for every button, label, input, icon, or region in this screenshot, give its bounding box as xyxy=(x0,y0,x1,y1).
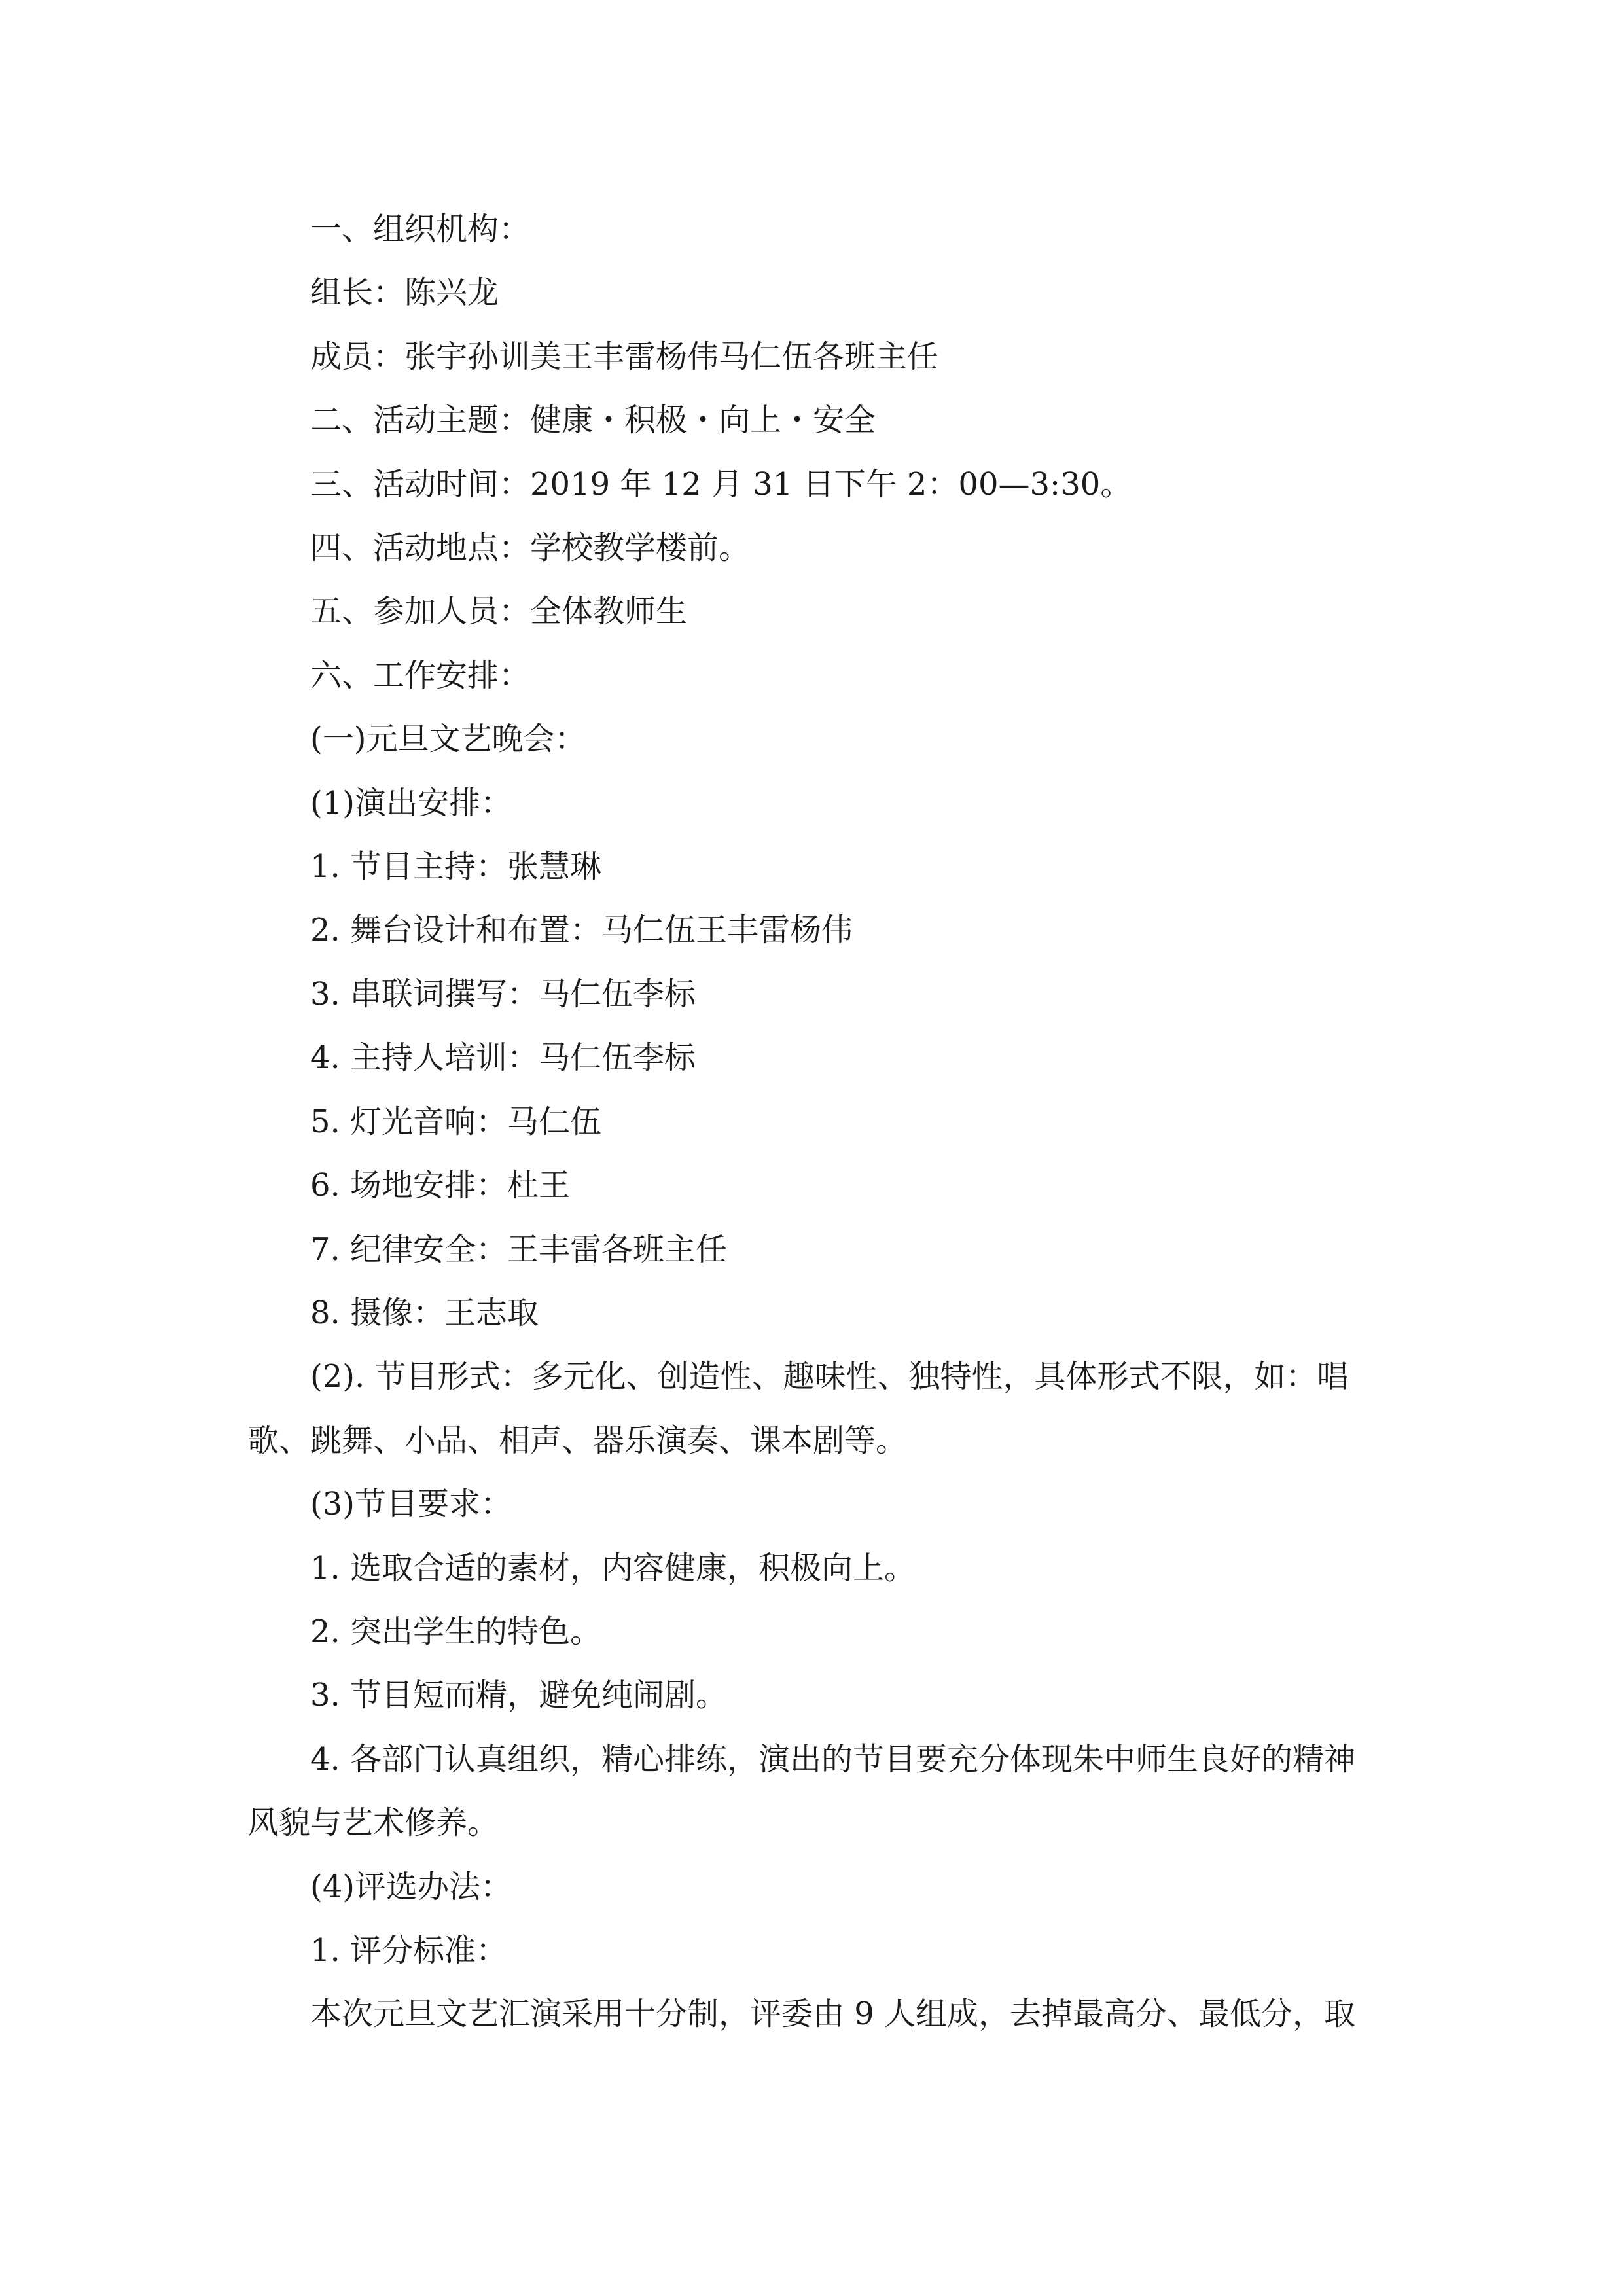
document-body xyxy=(247,198,1378,2047)
list-item-host-training: 4. 主持人培训：马仁伍李标 xyxy=(310,1039,696,1077)
paragraph-scoring-description: 本次元旦文艺汇演采用十分制，评委由 9 人组成，去掉最高分、最低分，取 xyxy=(310,1996,1356,2033)
section-heading-location: 四、活动地点：学校教学楼前。 xyxy=(310,529,751,567)
list-item-discipline-safety: 7. 纪律安全：王丰雷各班主任 xyxy=(310,1230,728,1268)
paragraph-program-form: (2). 节目形式：多元化、创造性、趣味性、独特性，具体形式不限，如：唱歌、跳舞、小品、相声、器乐演奏、课本剧等。 xyxy=(247,1358,1349,1459)
subsection-heading-requirements: (3)节目要求： xyxy=(310,1486,512,1523)
subsection-heading-gala: (一)元旦文艺晚会： xyxy=(310,721,586,758)
subsection-heading-selection: (4)评选办法： xyxy=(310,1868,512,1905)
list-item-venue: 6. 场地安排：杜王 xyxy=(310,1167,571,1204)
list-item-scoring-standard: 1. 评分标准： xyxy=(310,1931,508,1969)
list-item-short-program: 3. 节目短而精，避免纯闹剧。 xyxy=(310,1677,728,1714)
subsection-heading-performance: (1)演出安排： xyxy=(310,784,512,821)
text-line-members: 成员：张宇孙训美王丰雷杨伟马仁伍各班主任 xyxy=(310,338,939,375)
list-item-lighting-sound: 5. 灯光音响：马仁伍 xyxy=(310,1103,602,1140)
section-heading-organization: 一、组织机构： xyxy=(310,211,531,247)
section-heading-work-arrangement: 六、工作安排： xyxy=(310,656,531,694)
list-item-host: 1. 节目主持：张慧琳 xyxy=(310,848,602,886)
list-item-stage-design: 2. 舞台设计和布置：马仁伍王丰雷杨伟 xyxy=(310,912,853,949)
list-item-material: 1. 选取合适的素材，内容健康，积极向上。 xyxy=(310,1549,916,1587)
section-heading-theme: 二、活动主题：健康・积极・向上・安全 xyxy=(310,402,876,439)
list-item-script-writing: 3. 串联词撰写：马仁伍李标 xyxy=(310,975,696,1013)
section-heading-participants: 五、参加人员：全体教师生 xyxy=(310,593,688,630)
list-item-camera: 8. 摄像：王志取 xyxy=(310,1294,539,1331)
paragraph-department-organization: 4. 各部门认真组织，精心排练，演出的节目要充分体现朱中师生良好的精神风貌与艺术修养。 xyxy=(247,1740,1356,1842)
section-heading-time: 三、活动时间：2019 年 12 月 31 日下午 2：00—3:30。 xyxy=(310,465,1132,503)
text-line-group-leader: 组长：陈兴龙 xyxy=(310,274,499,312)
list-item-student-features: 2. 突出学生的特色。 xyxy=(310,1613,602,1650)
